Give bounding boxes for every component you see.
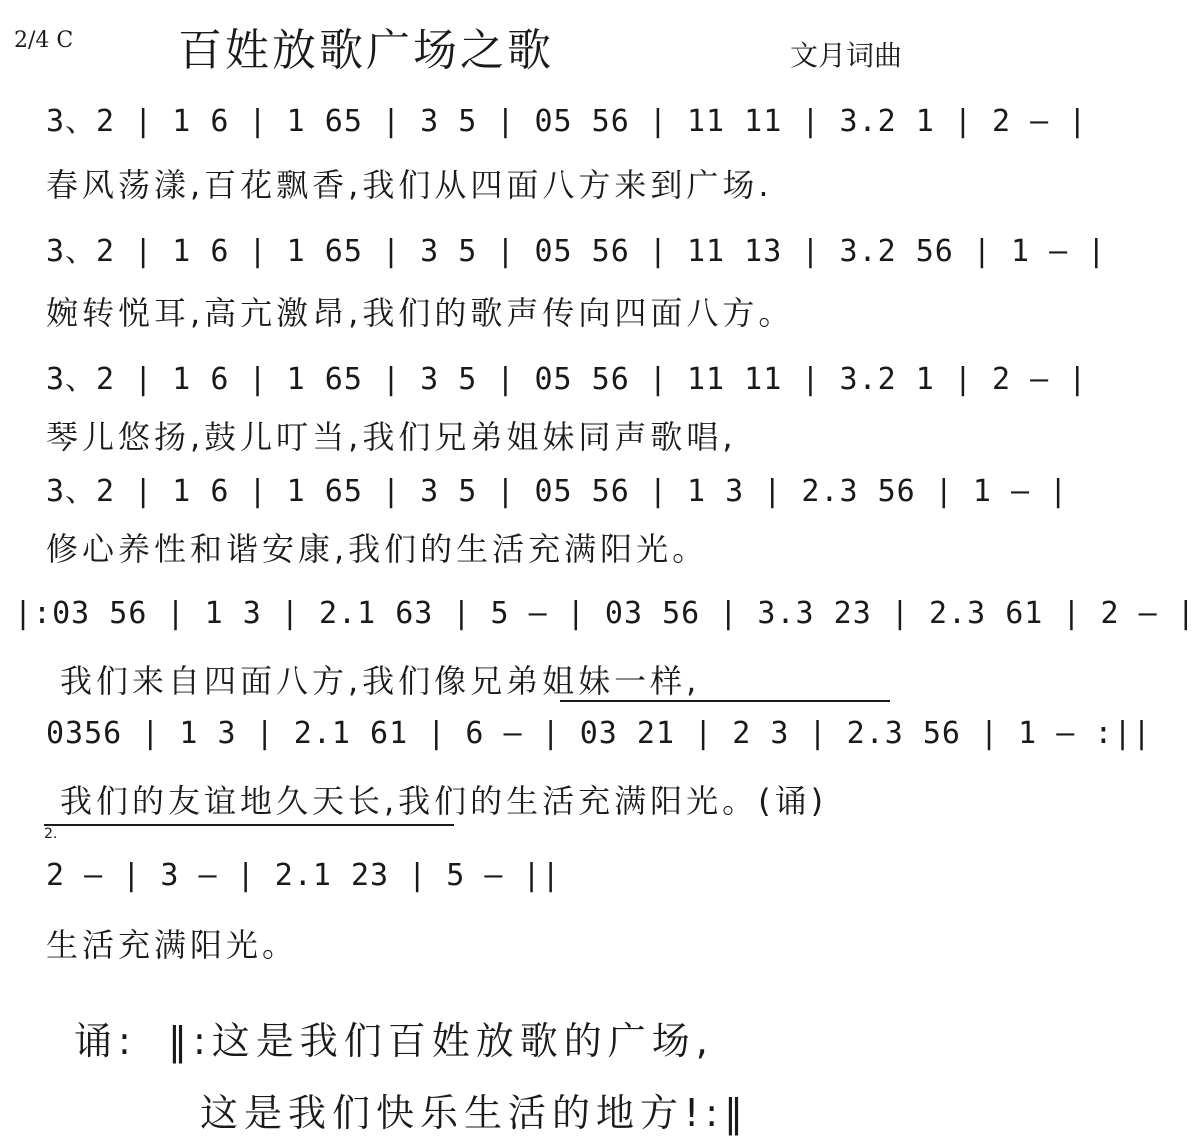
notation-line-7: 2 — | 3 — | 2.1 23 | 5 — || (46, 858, 561, 893)
notation-line-1: 3、2 | 1 6 | 1 65 | 3 5 | 05 56 | 11 11 | 3.2 1 | 2 — | (46, 104, 1088, 139)
volta-bracket (44, 824, 454, 826)
notation-line-6: 0356 | 1 3 | 2.1 61 | 6 — | 03 21 | 2 3 | 2.3 56 | 1 — :|| (46, 716, 1152, 751)
notation-line-5: |:03 56 | 1 3 | 2.1 63 | 5 — | 03 56 | 3.3 23 | 2.3 61 | 2 — | (14, 596, 1196, 631)
lyrics-line-2: 婉转悦耳,高亢激昂,我们的歌声传向四面八方。 (46, 294, 795, 332)
notation-line-2: 3、2 | 1 6 | 1 65 | 3 5 | 05 56 | 11 13 | 3.2 56 | 1 — | (46, 234, 1107, 269)
lyrics-line-4: 修心养性和谐安康,我们的生活充满阳光。 (46, 530, 709, 568)
lyrics-line-7: 生活充满阳光。 (46, 926, 299, 964)
lyrics-line-5: 我们来自四面八方,我们像兄弟姐妹一样, (60, 662, 701, 700)
time-signature: 2/4 C (14, 28, 74, 53)
recitation-line-1: ‖:这是我们百姓放歌的广场, (168, 1019, 714, 1063)
notation-line-4: 3、2 | 1 6 | 1 65 | 3 5 | 05 56 | 1 3 | 2.3 56 | 1 — | (46, 474, 1069, 509)
lyrics-line-1: 春风荡漾,百花飘香,我们从四面八方来到广场. (46, 166, 773, 204)
volta-label: 2. (44, 826, 58, 842)
song-title: 百姓放歌广场之歌 (178, 25, 554, 76)
recitation-line-2: 这是我们快乐生活的地方!:‖ (200, 1091, 750, 1135)
notation-line-3: 3、2 | 1 6 | 1 65 | 3 5 | 05 56 | 11 11 | 3.2 1 | 2 — | (46, 362, 1088, 397)
author-credit: 文月词曲 (790, 39, 903, 72)
recitation-label: 诵: (74, 1019, 137, 1063)
phrase-bracket (560, 700, 890, 702)
lyrics-line-3: 琴儿悠扬,鼓儿叮当,我们兄弟姐妹同声歌唱, (46, 418, 737, 456)
lyrics-line-6: 我们的友谊地久天长,我们的生活充满阳光。(诵) (60, 782, 828, 820)
